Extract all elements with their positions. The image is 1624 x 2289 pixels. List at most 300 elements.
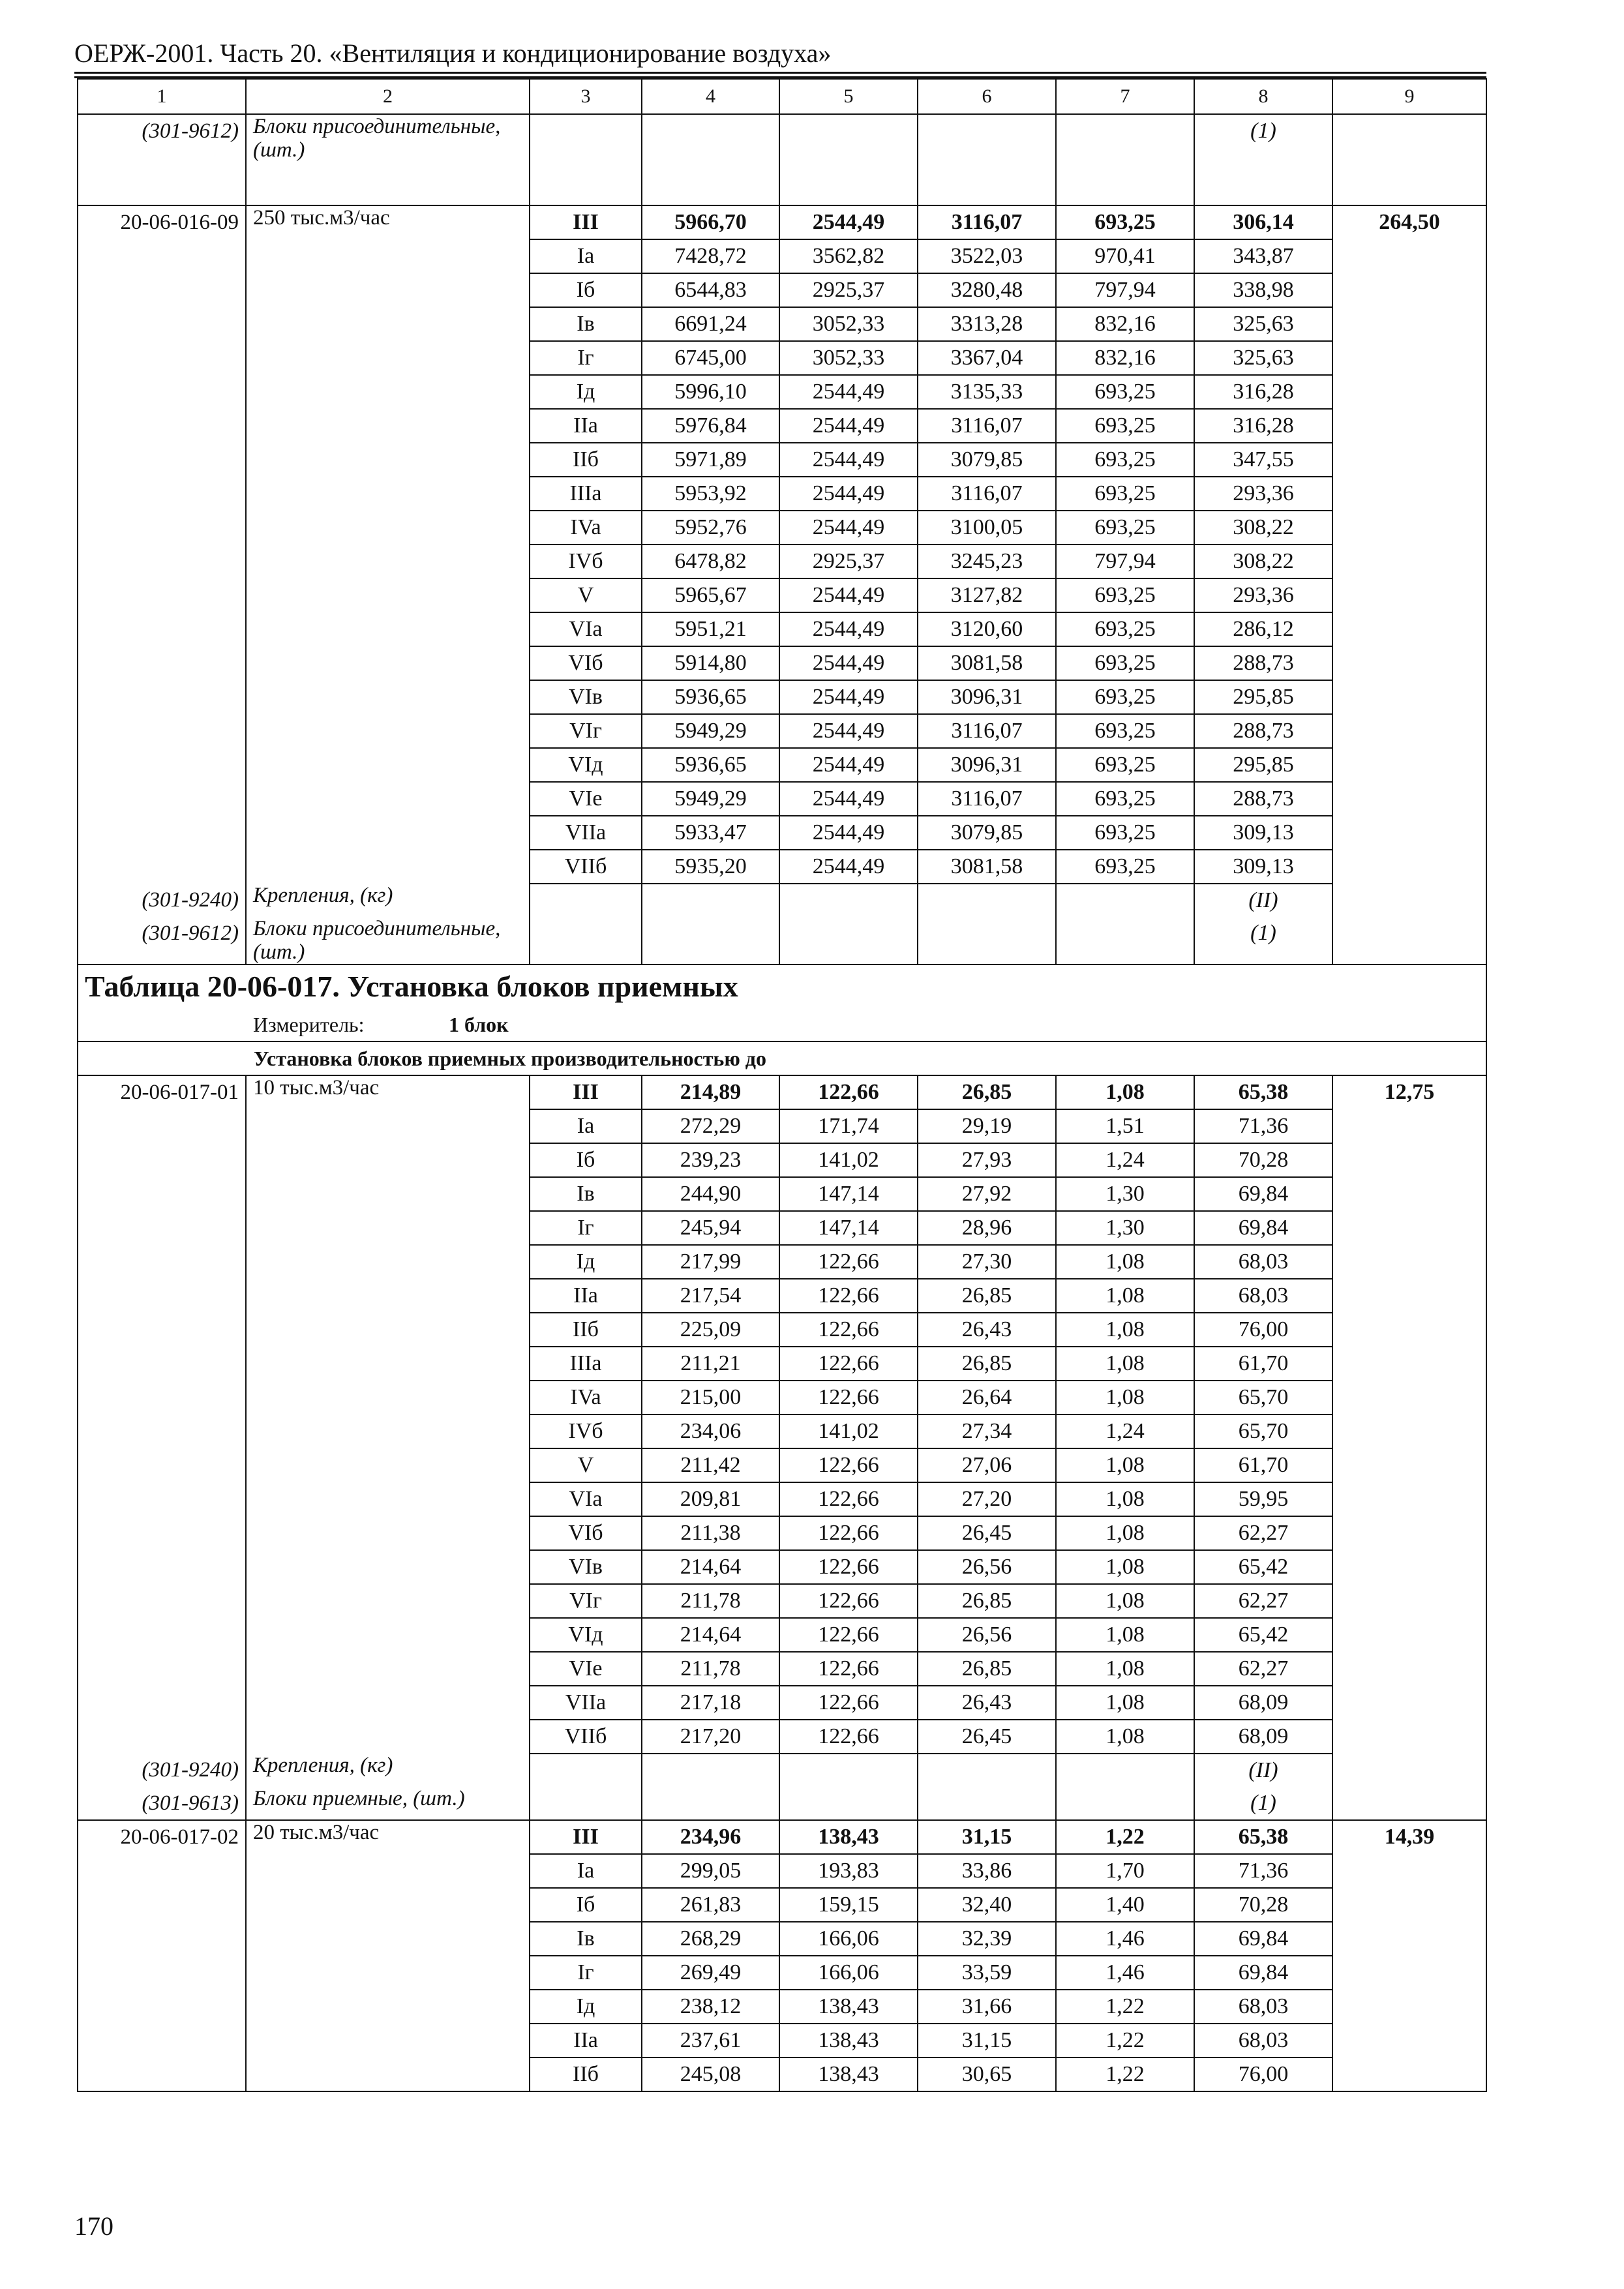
region-code: Iб (530, 273, 642, 307)
rate-value: 693,25 (1056, 748, 1194, 782)
column-number: 4 (642, 79, 779, 114)
rate-value: 147,14 (779, 1211, 918, 1245)
column-number: 1 (78, 79, 246, 114)
rate-value: 693,25 (1056, 511, 1194, 545)
rate-value: 2544,49 (779, 646, 918, 680)
region-code: IIIa (530, 1347, 642, 1381)
material-name: Блоки присоединительные, (шт.) (246, 917, 530, 965)
region-code: IIIa (530, 477, 642, 511)
rate-value: 693,25 (1056, 477, 1194, 511)
rate-row (78, 511, 1486, 545)
rate-value: 29,19 (918, 1109, 1056, 1143)
rate-value: 1,22 (1056, 1990, 1194, 2024)
region-code: Iг (530, 1211, 642, 1245)
rate-row (78, 1143, 1486, 1177)
rate-row (78, 1922, 1486, 1956)
rate-value: 27,06 (918, 1448, 1056, 1482)
rate-value: 27,34 (918, 1414, 1056, 1448)
rate-value: 1,08 (1056, 1482, 1194, 1516)
rate-row (78, 443, 1486, 477)
rate-value: 138,43 (779, 1990, 918, 2024)
rate-value: 244,90 (642, 1177, 779, 1211)
rate-value: 68,09 (1194, 1686, 1332, 1720)
rate-value: 2544,49 (779, 680, 918, 714)
material-row (78, 1754, 1486, 1787)
rate-value: 26,43 (918, 1686, 1056, 1720)
rate-value: 693,25 (1056, 612, 1194, 646)
rate-value: 68,09 (1194, 1720, 1332, 1754)
rate-row (78, 1279, 1486, 1313)
rate-row (78, 1888, 1486, 1922)
rate-row (78, 680, 1486, 714)
region-code: Iв (530, 1177, 642, 1211)
rate-value: 2544,49 (779, 782, 918, 816)
rate-value: 27,30 (918, 1245, 1056, 1279)
rate-value: 59,95 (1194, 1482, 1332, 1516)
rate-value: 5949,29 (642, 714, 779, 748)
material-row (78, 917, 1486, 965)
region-code: Ia (530, 239, 642, 273)
rate-value: 76,00 (1194, 2057, 1332, 2091)
region-code: IVб (530, 1414, 642, 1448)
rate-value: 2544,49 (779, 409, 918, 443)
rate-row (78, 1245, 1486, 1279)
region-code: VIв (530, 680, 642, 714)
rate-value: 214,89 (642, 1075, 779, 1109)
region-code: VIa (530, 612, 642, 646)
rate-value: 2544,49 (779, 748, 918, 782)
rate-row (78, 1516, 1486, 1550)
rate-row (78, 205, 1486, 239)
rate-value: 3116,07 (918, 409, 1056, 443)
rate-value: 343,87 (1194, 239, 1332, 273)
rate-value: 3245,23 (918, 545, 1056, 578)
rate-row (78, 782, 1486, 816)
rate-value: 797,94 (1056, 273, 1194, 307)
rate-value: 211,42 (642, 1448, 779, 1482)
page-header: ОЕРЖ-2001. Часть 20. «Вентиляция и кондиционирование воздуха» (74, 38, 832, 68)
rate-value: 245,94 (642, 1211, 779, 1245)
rate-value: 693,25 (1056, 578, 1194, 612)
page-number: 170 (74, 2211, 113, 2241)
rate-value: 693,25 (1056, 443, 1194, 477)
region-code: Iб (530, 1143, 642, 1177)
rate-value: 30,65 (918, 2057, 1056, 2091)
rate-value: 797,94 (1056, 545, 1194, 578)
rate-value: 5953,92 (642, 477, 779, 511)
rate-value: 122,66 (779, 1550, 918, 1584)
rate-value: 693,25 (1056, 816, 1194, 850)
rate-value: 138,43 (779, 1820, 918, 1854)
rate-value: 1,08 (1056, 1584, 1194, 1618)
material-code: (301-9612) (78, 114, 246, 205)
rate-value: 68,03 (1194, 1245, 1332, 1279)
rate-value: 1,30 (1056, 1211, 1194, 1245)
rate-value: 2544,49 (779, 511, 918, 545)
region-code: Iг (530, 341, 642, 375)
rate-row (78, 375, 1486, 409)
rate-row (78, 1854, 1486, 1888)
rate-value: 238,12 (642, 1990, 779, 2024)
rate-value: 193,83 (779, 1854, 918, 1888)
rate-value: 293,36 (1194, 578, 1332, 612)
region-code: IIa (530, 409, 642, 443)
region-code: Ia (530, 1109, 642, 1143)
rate-name: 20 тыс.м3/час (246, 1820, 530, 1854)
rate-value: 26,43 (918, 1313, 1056, 1347)
rate-value: 171,74 (779, 1109, 918, 1143)
rate-value: 26,56 (918, 1618, 1056, 1652)
rate-value: 2925,37 (779, 545, 918, 578)
rate-value: 2544,49 (779, 714, 918, 748)
rate-value: 69,84 (1194, 1211, 1332, 1245)
group-heading-row (78, 1041, 1486, 1075)
material-name: Крепления, (кг) (246, 1754, 530, 1787)
rate-value: 1,08 (1056, 1347, 1194, 1381)
region-code: IIб (530, 443, 642, 477)
region-code: IIa (530, 2024, 642, 2057)
rate-value: 31,15 (918, 1820, 1056, 1854)
rate-value: 1,08 (1056, 1245, 1194, 1279)
region-code: VIг (530, 714, 642, 748)
rate-row (78, 646, 1486, 680)
rate-row (78, 1482, 1486, 1516)
rate-value: 693,25 (1056, 646, 1194, 680)
rate-value: 122,66 (779, 1347, 918, 1381)
group-heading: Установка блоков приемных производительностью до (246, 1041, 1486, 1075)
rate-value: 31,15 (918, 2024, 1056, 2057)
rate-value: 69,84 (1194, 1177, 1332, 1211)
rate-value: 693,25 (1056, 680, 1194, 714)
rate-row (78, 1652, 1486, 1686)
region-code: V (530, 1448, 642, 1482)
rate-value: 245,08 (642, 2057, 779, 2091)
region-code: IIa (530, 1279, 642, 1313)
column-number: 5 (779, 79, 918, 114)
rate-value: 27,93 (918, 1143, 1056, 1177)
rate-value: 6544,83 (642, 273, 779, 307)
rate-value: 268,29 (642, 1922, 779, 1956)
rate-row (78, 816, 1486, 850)
rate-row (78, 1956, 1486, 1990)
rate-value: 32,39 (918, 1922, 1056, 1956)
rate-value: 6478,82 (642, 545, 779, 578)
rate-value: 970,41 (1056, 239, 1194, 273)
rate-value: 62,27 (1194, 1584, 1332, 1618)
rate-row (78, 1448, 1486, 1482)
rate-name: 250 тыс.м3/час (246, 205, 530, 239)
rate-value: 5971,89 (642, 443, 779, 477)
rate-value: 33,59 (918, 1956, 1056, 1990)
rate-value: 122,66 (779, 1720, 918, 1754)
rate-value: 288,73 (1194, 646, 1332, 680)
rate-row (78, 1414, 1486, 1448)
rate-value: 5976,84 (642, 409, 779, 443)
region-code: VIб (530, 646, 642, 680)
rate-row (78, 1211, 1486, 1245)
material-quantity: (1) (1194, 114, 1332, 205)
rate-row (78, 1075, 1486, 1109)
rate-row (78, 1584, 1486, 1618)
region-code: VIб (530, 1516, 642, 1550)
rate-row (78, 612, 1486, 646)
rate-value: 33,86 (918, 1854, 1056, 1888)
rate-value: 6745,00 (642, 341, 779, 375)
rate-value: 122,66 (779, 1245, 918, 1279)
rate-value: 3081,58 (918, 850, 1056, 884)
rate-row (78, 1820, 1486, 1854)
rate-row (78, 239, 1486, 273)
region-code: IVa (530, 1381, 642, 1414)
rate-value: 2544,49 (779, 477, 918, 511)
rate-value: 122,66 (779, 1686, 918, 1720)
rate-value: 325,63 (1194, 341, 1332, 375)
region-code: VIд (530, 748, 642, 782)
table-title: Таблица 20-06-017. Установка блоков приемных (78, 965, 1486, 1008)
rate-value: 832,16 (1056, 341, 1194, 375)
rate-value: 693,25 (1056, 850, 1194, 884)
region-code: IVa (530, 511, 642, 545)
rate-value: 26,85 (918, 1347, 1056, 1381)
rate-value: 209,81 (642, 1482, 779, 1516)
column-number: 7 (1056, 79, 1194, 114)
rate-row (78, 1720, 1486, 1754)
material-name: Крепления, (кг) (246, 884, 530, 917)
rate-value: 71,36 (1194, 1854, 1332, 1888)
rate-value: 1,08 (1056, 1313, 1194, 1347)
rate-row (78, 273, 1486, 307)
rate-value: 832,16 (1056, 307, 1194, 341)
rate-row (78, 477, 1486, 511)
rate-value: 5965,67 (642, 578, 779, 612)
region-code: Iд (530, 1990, 642, 2024)
rate-value: 166,06 (779, 1956, 918, 1990)
rate-value: 122,66 (779, 1652, 918, 1686)
rate-value: 65,38 (1194, 1820, 1332, 1854)
rate-value: 286,12 (1194, 612, 1332, 646)
rate-code: 20-06-017-01 (78, 1075, 246, 1109)
rate-value: 68,03 (1194, 2024, 1332, 2057)
rate-value: 316,28 (1194, 409, 1332, 443)
rate-value: 239,23 (642, 1143, 779, 1177)
region-code: Iд (530, 375, 642, 409)
material-code: (301-9240) (78, 884, 246, 917)
material-row (78, 114, 1486, 205)
column-number: 9 (1332, 79, 1486, 114)
region-code: Ia (530, 1854, 642, 1888)
region-code: III (530, 1075, 642, 1109)
rate-value: 1,08 (1056, 1381, 1194, 1414)
rate-value: 26,56 (918, 1550, 1056, 1584)
rate-row (78, 1990, 1486, 2024)
rate-value: 693,25 (1056, 375, 1194, 409)
rate-value: 26,64 (918, 1381, 1056, 1414)
rate-value: 166,06 (779, 1922, 918, 1956)
rate-row (78, 545, 1486, 578)
rate-value: 272,29 (642, 1109, 779, 1143)
meter-label: Измеритель: (253, 1013, 365, 1036)
column-number: 6 (918, 79, 1056, 114)
region-code: VIв (530, 1550, 642, 1584)
rate-value: 76,00 (1194, 1313, 1332, 1347)
region-code: IIб (530, 2057, 642, 2091)
rate-row (78, 1686, 1486, 1720)
rate-value: 1,22 (1056, 1820, 1194, 1854)
column-number: 3 (530, 79, 642, 114)
region-code: VIe (530, 1652, 642, 1686)
rate-value: 70,28 (1194, 1888, 1332, 1922)
region-code: Iв (530, 307, 642, 341)
rate-name: 10 тыс.м3/час (246, 1075, 530, 1109)
rate-value: 141,02 (779, 1414, 918, 1448)
rate-value: 295,85 (1194, 680, 1332, 714)
rate-value: 693,25 (1056, 409, 1194, 443)
rate-value: 217,54 (642, 1279, 779, 1313)
rate-row (78, 2024, 1486, 2057)
rate-value: 5949,29 (642, 782, 779, 816)
rate-value: 347,55 (1194, 443, 1332, 477)
rate-value: 3127,82 (918, 578, 1056, 612)
rate-value: 1,08 (1056, 1618, 1194, 1652)
material-row (78, 1787, 1486, 1820)
rate-value: 3116,07 (918, 782, 1056, 816)
rate-value: 338,98 (1194, 273, 1332, 307)
rate-row (78, 409, 1486, 443)
rate-value: 138,43 (779, 2057, 918, 2091)
rate-value: 3079,85 (918, 443, 1056, 477)
region-code: III (530, 205, 642, 239)
rate-value: 6691,24 (642, 307, 779, 341)
rate-value: 2544,49 (779, 375, 918, 409)
rate-value: 1,08 (1056, 1720, 1194, 1754)
rate-value: 5952,76 (642, 511, 779, 545)
rate-row (78, 578, 1486, 612)
rate-value: 217,20 (642, 1720, 779, 1754)
material-name: Блоки присоединительные, (шт.) (246, 114, 530, 205)
material-code: (301-9612) (78, 917, 246, 965)
measure-row (78, 1008, 1486, 1041)
rate-value: 2925,37 (779, 273, 918, 307)
rate-value: 288,73 (1194, 714, 1332, 748)
rate-value: 3052,33 (779, 341, 918, 375)
rate-value: 65,42 (1194, 1550, 1332, 1584)
rate-value: 3116,07 (918, 714, 1056, 748)
rate-value: 293,36 (1194, 477, 1332, 511)
region-code: VIa (530, 1482, 642, 1516)
region-code: Iд (530, 1245, 642, 1279)
rate-value: 306,14 (1194, 205, 1332, 239)
rate-value: 61,70 (1194, 1347, 1332, 1381)
rate-value: 3116,07 (918, 477, 1056, 511)
material-quantity: (II) (1194, 884, 1332, 917)
rate-value: 2544,49 (779, 578, 918, 612)
rate-value: 308,22 (1194, 511, 1332, 545)
rate-value: 26,45 (918, 1720, 1056, 1754)
rate-code: 20-06-016-09 (78, 205, 246, 239)
rate-value: 211,21 (642, 1347, 779, 1381)
rate-value: 5936,65 (642, 748, 779, 782)
rate-value: 693,25 (1056, 714, 1194, 748)
labor-cost: 14,39 (1332, 1820, 1486, 1854)
rate-value: 1,24 (1056, 1143, 1194, 1177)
rate-value: 2544,49 (779, 816, 918, 850)
rate-row (78, 1618, 1486, 1652)
rate-value: 693,25 (1056, 205, 1194, 239)
rate-value: 211,78 (642, 1584, 779, 1618)
rate-row (78, 341, 1486, 375)
rate-row (78, 1177, 1486, 1211)
rate-value: 217,99 (642, 1245, 779, 1279)
rate-value: 122,66 (779, 1381, 918, 1414)
material-quantity: (1) (1194, 1787, 1332, 1820)
material-code: (301-9240) (78, 1754, 246, 1787)
rate-value: 1,22 (1056, 2024, 1194, 2057)
header-rule (74, 72, 1486, 74)
region-code: VIд (530, 1618, 642, 1652)
rate-row (78, 748, 1486, 782)
rate-value: 309,13 (1194, 816, 1332, 850)
rate-value: 2544,49 (779, 612, 918, 646)
region-code: VIIб (530, 1720, 642, 1754)
rate-value: 1,70 (1056, 1854, 1194, 1888)
rate-value: 1,08 (1056, 1075, 1194, 1109)
rate-value: 26,85 (918, 1279, 1056, 1313)
rate-value: 5966,70 (642, 205, 779, 239)
rate-value: 1,08 (1056, 1550, 1194, 1584)
material-quantity: (II) (1194, 1754, 1332, 1787)
rate-value: 5935,20 (642, 850, 779, 884)
material-quantity: (1) (1194, 917, 1332, 965)
rate-row (78, 1381, 1486, 1414)
labor-cost: 264,50 (1332, 205, 1486, 239)
rate-value: 5951,21 (642, 612, 779, 646)
labor-cost: 12,75 (1332, 1075, 1486, 1109)
rate-value: 3096,31 (918, 680, 1056, 714)
rate-value: 3096,31 (918, 748, 1056, 782)
rate-value: 3313,28 (918, 307, 1056, 341)
rate-value: 3367,04 (918, 341, 1056, 375)
rate-value: 65,70 (1194, 1414, 1332, 1448)
rate-value: 27,20 (918, 1482, 1056, 1516)
rate-value: 27,92 (918, 1177, 1056, 1211)
column-number-row (78, 79, 1486, 114)
rate-row (78, 307, 1486, 341)
rate-value: 26,85 (918, 1075, 1056, 1109)
rate-value: 122,66 (779, 1482, 918, 1516)
rate-value: 3522,03 (918, 239, 1056, 273)
region-code: VIг (530, 1584, 642, 1618)
rate-value: 1,30 (1056, 1177, 1194, 1211)
region-code: Iв (530, 1922, 642, 1956)
table-title-row (78, 965, 1486, 1008)
rate-value: 138,43 (779, 2024, 918, 2057)
rate-value: 5914,80 (642, 646, 779, 680)
rate-value: 1,46 (1056, 1956, 1194, 1990)
rates-table (77, 78, 1487, 2092)
rate-value: 1,08 (1056, 1652, 1194, 1686)
rate-value: 325,63 (1194, 307, 1332, 341)
rate-value: 122,66 (779, 1516, 918, 1550)
rate-code: 20-06-017-02 (78, 1820, 246, 1854)
rate-value: 65,42 (1194, 1618, 1332, 1652)
rate-row (78, 1313, 1486, 1347)
rate-value: 31,66 (918, 1990, 1056, 2024)
region-code: IIб (530, 1313, 642, 1347)
rate-value: 69,84 (1194, 1922, 1332, 1956)
rate-value: 1,40 (1056, 1888, 1194, 1922)
rate-value: 316,28 (1194, 375, 1332, 409)
rate-value: 65,70 (1194, 1381, 1332, 1414)
